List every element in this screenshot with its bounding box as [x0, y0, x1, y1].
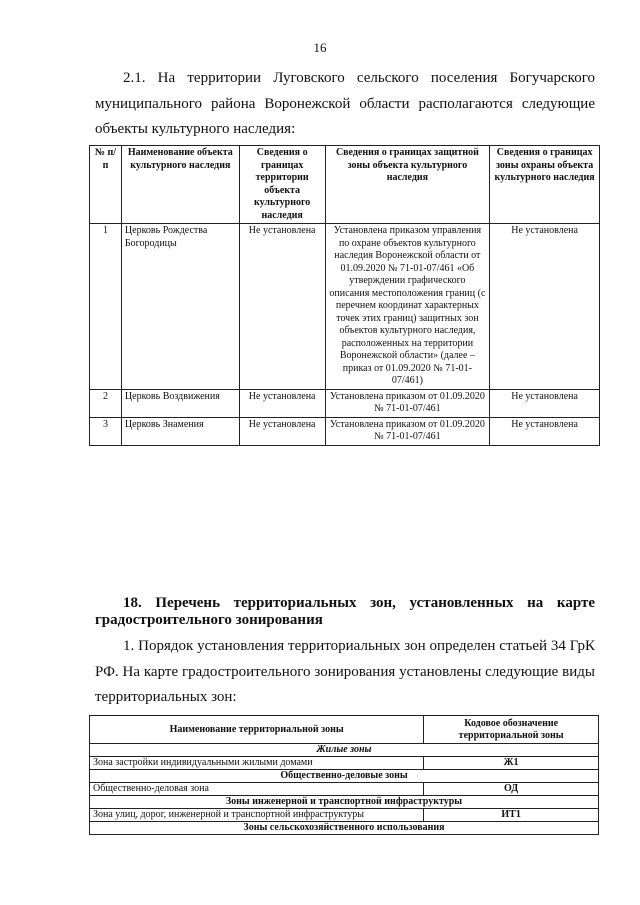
protective-zone-info: Установлена приказом от 01.09.2020 № 71-01-07/461: [325, 417, 490, 445]
intro-paragraph-text: 2.1. На территории Луговского сельского поселения Богучарского муниципального района Воронежской области располагаются следующие объекты культурного наследия:: [95, 70, 595, 137]
table-row: [90, 783, 599, 796]
header-security-zone: Сведения о границах зоны охраны объекта культурного наследия: [490, 146, 600, 224]
header-zone-code: Кодовое обозначение территориальной зоны: [424, 716, 599, 744]
security-zone-info: Не установлена: [490, 389, 600, 417]
security-zone-info: Не установлена: [490, 224, 600, 390]
zone-name: Зона застройки индивидуальными жилыми домами: [90, 757, 424, 770]
zone-group-row: [90, 796, 599, 809]
object-name: Церковь Рождества Богородицы: [121, 224, 239, 390]
territory-info: Не установлена: [239, 224, 325, 390]
zone-code: ОД: [424, 783, 599, 796]
zone-code: Ж1: [424, 757, 599, 770]
row-number: 1: [90, 224, 122, 390]
object-name: Церковь Воздвижения: [121, 389, 239, 417]
row-number: 3: [90, 417, 122, 445]
territory-info: Не установлена: [239, 389, 325, 417]
zone-group-title: Зоны сельскохозяйственного использования: [90, 822, 599, 835]
table-row: [90, 757, 599, 770]
header-protective-zone: Сведения о границах защитной зоны объекта культурного наследия: [325, 146, 490, 224]
zone-name: Общественно-деловая зона: [90, 783, 424, 796]
section-heading: [95, 595, 595, 629]
protective-zone-info: Установлена приказом от 01.09.2020 № 71-01-07/461: [325, 389, 490, 417]
zone-code: ИТ1: [424, 809, 599, 822]
section-heading-text: 18. Перечень территориальных зон, установленных на карте градостроительного зонирования: [95, 595, 595, 628]
object-name: Церковь Знамения: [121, 417, 239, 445]
table-row: [90, 389, 600, 417]
zone-group-row: [90, 822, 599, 835]
header-object-name: Наименование объекта культурного наследия: [121, 146, 239, 224]
table-row: [90, 224, 600, 390]
row-number: 2: [90, 389, 122, 417]
heritage-objects-table: [89, 145, 600, 446]
table-row: [90, 809, 599, 822]
intro-paragraph: [95, 66, 595, 143]
heritage-table-header-row: [90, 146, 600, 224]
territorial-zones-table: [89, 715, 599, 835]
page-number: 16: [313, 40, 327, 55]
zone-group-title: Жилые зоны: [90, 744, 599, 757]
zone-group-title: Зоны инженерной и транспортной инфраструктуры: [90, 796, 599, 809]
zone-group-row: [90, 770, 599, 783]
zones-paragraph-text: 1. Порядок установления территориальных зон определен статьей 34 ГрК РФ. На карте градостроительного зонирования установлены следующие виды территориальных зон:: [95, 638, 595, 705]
zone-group-row: [90, 744, 599, 757]
zones-table-header-row: [90, 716, 599, 744]
header-territory-boundaries: Сведения о границах территории объекта культурного наследия: [239, 146, 325, 224]
security-zone-info: Не установлена: [490, 417, 600, 445]
zone-group-title: Общественно-деловые зоны: [90, 770, 599, 783]
table-row: [90, 417, 600, 445]
territory-info: Не установлена: [239, 417, 325, 445]
header-number: № п/п: [90, 146, 122, 224]
protective-zone-info: Установлена приказом управления по охране объектов культурного наследия Воронежской области от 01.09.2020 № 71-01-07/461 «Об утверждении графического описания местоположения границ (с перечнем координат характерных точек этих границ) защитных зон объектов культурного наследия, расположенных на территории Воронежской области» (далее – приказ от 01.09.2020 № 71-01-07/461): [325, 224, 490, 390]
zones-paragraph: [95, 634, 595, 711]
header-zone-name: Наименование территориальной зоны: [90, 716, 424, 744]
zone-name: Зона улиц, дорог, инженерной и транспортной инфраструктуры: [90, 809, 424, 822]
